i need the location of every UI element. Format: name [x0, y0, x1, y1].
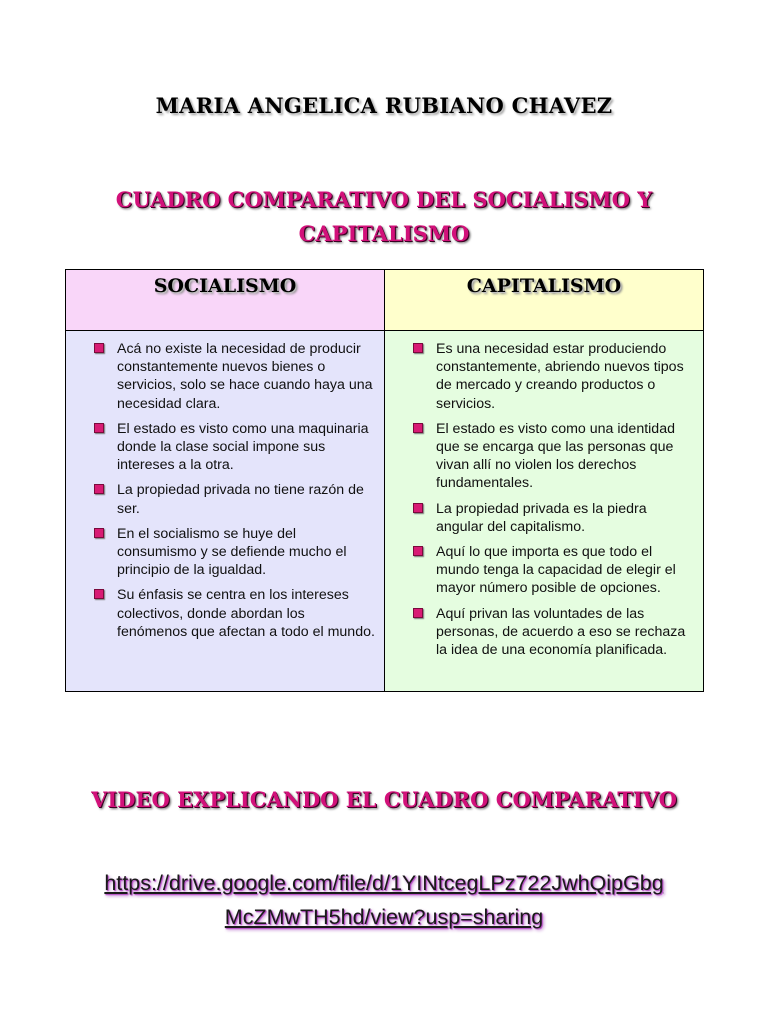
list-item-text: En el socialismo se huye del consumismo y se defiende mucho el principio de la igualdad. — [117, 525, 347, 579]
list-item-text: Aquí privan las voluntades de las personas, de acuerdo a eso se rechaza la idea de una economía planificada. — [436, 605, 686, 659]
comparison-table — [65, 269, 704, 692]
bullet-icon — [94, 528, 104, 538]
list-item — [94, 481, 376, 517]
bullet-icon — [94, 589, 104, 599]
bullet-icon — [94, 484, 104, 494]
bullet-icon — [413, 546, 423, 556]
list-item-text: La propiedad privada es la piedra angular del capitalismo. — [436, 500, 647, 535]
capitalismo-cell — [385, 331, 704, 692]
list-item — [413, 543, 695, 598]
list-item-text: El estado es visto como una maquinaria donde la clase social impone sus intereses a la otra. — [117, 420, 369, 474]
table-header-row — [66, 270, 704, 331]
bullet-icon — [413, 343, 423, 353]
list-item-text: Aquí lo que importa es que todo el mundo tenga la capacidad de elegir el mayor número posible de opciones. — [436, 544, 676, 597]
list-item — [94, 420, 376, 475]
list-item-text: La propiedad privada no tiene razón de ser. — [117, 482, 364, 517]
video-link[interactable]: https://drive.google.com/file/d/1YINtcegLPz722JwhQipGbgMcZMwTH5hd/view?usp=sharing — [104, 871, 664, 929]
list-item-text: El estado es visto como una identidad que se encarga que las personas que vivan allí no violen los derechos fundamentales. — [436, 420, 675, 492]
bullet-icon — [94, 423, 104, 433]
bullet-icon — [413, 608, 423, 618]
bullet-icon — [413, 503, 423, 513]
capitalismo-list — [385, 340, 703, 659]
capitalismo-header-cell — [385, 270, 704, 331]
socialismo-cell — [66, 331, 385, 692]
list-item — [94, 586, 376, 641]
list-item — [94, 525, 376, 580]
list-item — [413, 340, 695, 413]
socialismo-header: SOCIALISMO — [153, 275, 297, 297]
bullet-icon — [413, 423, 423, 433]
list-item-text: Su énfasis se centra en los intereses colectivos, donde abordan los fenómenos que afectan a todo el mundo. — [117, 587, 375, 640]
table-body-row — [66, 331, 704, 692]
document-title: CUADRO COMPARATIVO DEL SOCIALISMO Y CAPITALISMO — [115, 187, 653, 246]
list-item — [413, 500, 695, 536]
list-item — [413, 420, 695, 493]
socialismo-list — [66, 340, 384, 641]
list-item — [413, 605, 695, 660]
capitalismo-header: CAPITALISMO — [466, 275, 622, 297]
author-name: MARIA ANGELICA RUBIANO CHAVEZ — [155, 93, 613, 118]
bullet-icon — [94, 343, 104, 353]
list-item-text: Es una necesidad estar produciendo constantemente, abriendo nuevos tipos de mercado y creando productos o servicios. — [436, 341, 684, 412]
socialismo-header-cell — [66, 270, 385, 331]
list-item-text: Acá no existe la necesidad de producir constantemente nuevos bienes o servicios, solo se hace cuando haya una necesidad clara. — [117, 341, 373, 412]
video-section-title: VIDEO EXPLICANDO EL CUADRO COMPARATIVO — [91, 787, 677, 812]
list-item — [94, 340, 376, 413]
